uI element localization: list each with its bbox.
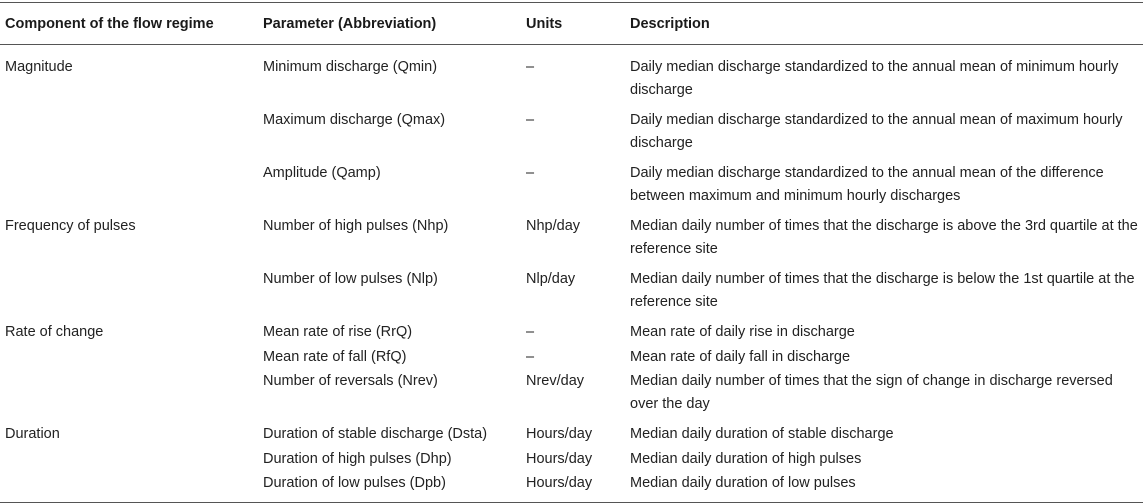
table-row [0, 45, 1143, 102]
cell-component [0, 344, 259, 369]
cell-description: Median daily number of times that the discharge is above the 3rd quartile at the reference site [630, 218, 1138, 257]
table-row [0, 470, 1143, 502]
header-description: Description [630, 15, 710, 32]
cell-description: Daily median discharge standardized to the annual mean of minimum hourly discharge [630, 59, 1119, 98]
cell-description: Daily median discharge standardized to the annual mean of the difference between maximum and minimum hourly discharges [630, 165, 1104, 204]
cell-component: Frequency of pulses [5, 218, 136, 234]
cell-description: Mean rate of daily rise in discharge [630, 324, 855, 340]
header-component: Component of the flow regime [5, 15, 214, 32]
cell-parameter: Duration of stable discharge (Dsta) [263, 426, 488, 442]
table-row [0, 101, 1143, 154]
cell-parameter: Number of low pulses (Nlp) [263, 271, 438, 287]
table-row [0, 207, 1143, 260]
flow-regime-table [0, 2, 1143, 503]
cell-parameter: Amplitude (Qamp) [263, 165, 381, 181]
cell-units: Hours/day [526, 450, 593, 467]
table-row [0, 344, 1143, 369]
table-row [0, 313, 1143, 344]
cell-units: – [526, 59, 535, 75]
cell-description: Median daily number of times that the sign of change in discharge reversed over the day [630, 373, 1113, 412]
cell-component: Rate of change [5, 324, 104, 340]
cell-component [0, 260, 259, 313]
cell-units: Nhp/day [526, 218, 581, 234]
table-row [0, 368, 1143, 415]
header-units: Units [526, 15, 563, 32]
cell-units: Nrev/day [526, 373, 585, 389]
cell-units: Hours/day [526, 475, 593, 491]
cell-units: – [526, 112, 535, 128]
cell-parameter: Number of reversals (Nrev) [263, 373, 438, 389]
cell-description: Median daily duration of stable discharge [630, 426, 894, 442]
cell-units: Nlp/day [526, 271, 576, 287]
cell-component: Duration [5, 426, 60, 442]
cell-parameter: Duration of low pulses (Dpb) [263, 475, 446, 491]
table-row [0, 415, 1143, 446]
cell-units: – [526, 348, 535, 365]
table-row [0, 446, 1143, 471]
cell-component [0, 470, 259, 502]
cell-description: Daily median discharge standardized to the annual mean of maximum hourly discharge [630, 112, 1123, 151]
cell-units: – [526, 324, 535, 340]
cell-parameter: Mean rate of rise (RrQ) [263, 324, 413, 340]
table-row [0, 260, 1143, 313]
cell-description: Mean rate of daily fall in discharge [630, 348, 851, 365]
header-parameter: Parameter (Abbreviation) [263, 15, 437, 32]
cell-component [0, 154, 259, 207]
table-body [0, 45, 1143, 503]
cell-component [0, 446, 259, 471]
cell-component [0, 368, 259, 415]
table-header [0, 3, 1143, 45]
cell-component [0, 101, 259, 154]
cell-parameter: Mean rate of fall (RfQ) [263, 348, 407, 365]
cell-parameter: Number of high pulses (Nhp) [263, 218, 449, 234]
cell-parameter: Maximum discharge (Qmax) [263, 112, 446, 128]
cell-description: Median daily duration of high pulses [630, 450, 862, 467]
cell-component: Magnitude [5, 59, 73, 75]
cell-units: – [526, 165, 535, 181]
cell-parameter: Minimum discharge (Qmin) [263, 59, 438, 75]
header-row [0, 3, 1143, 45]
table-row [0, 154, 1143, 207]
cell-description: Median daily number of times that the discharge is below the 1st quartile at the reference site [630, 271, 1135, 310]
cell-description: Median daily duration of low pulses [630, 475, 856, 491]
cell-units: Hours/day [526, 426, 593, 442]
cell-parameter: Duration of high pulses (Dhp) [263, 450, 452, 467]
